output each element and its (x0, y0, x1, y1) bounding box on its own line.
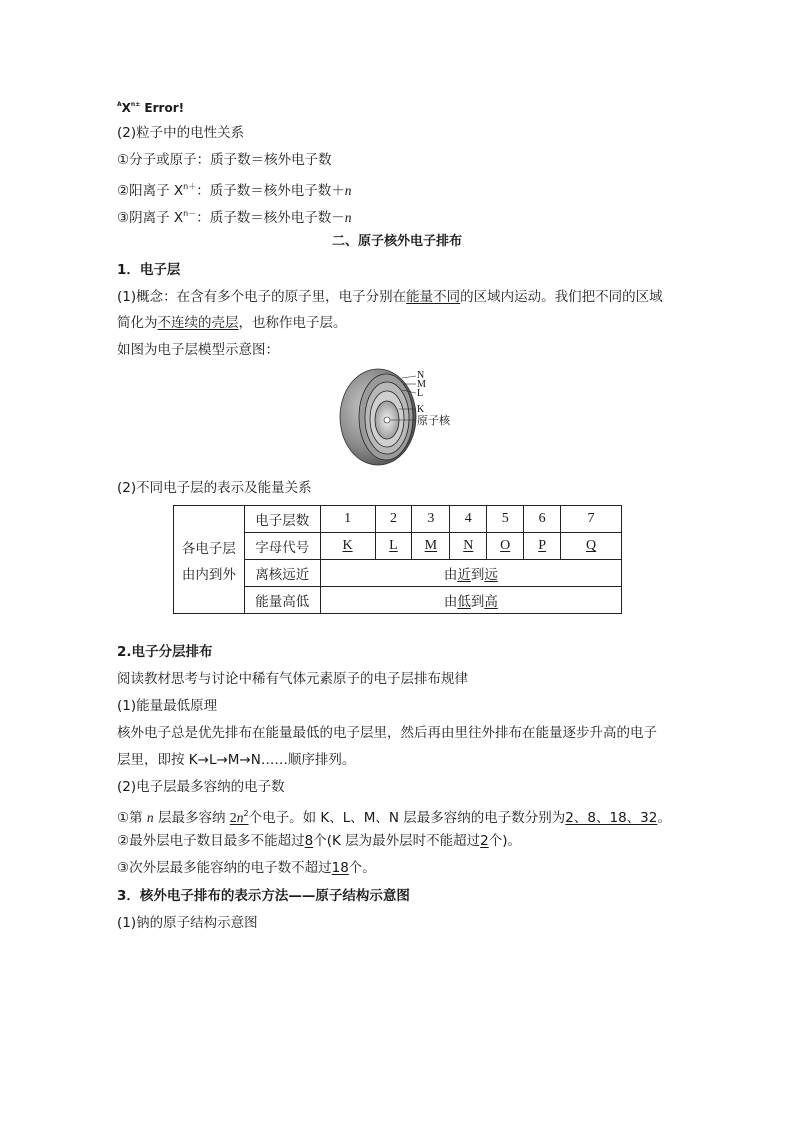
shell-labels (417, 370, 451, 427)
letter-k: K (342, 538, 353, 553)
rule2-c: 个)。 (488, 833, 521, 849)
cell-letter (320, 533, 375, 560)
cell-letter (524, 533, 561, 560)
distance-to: 到 (470, 567, 485, 583)
cell-letter (375, 533, 412, 560)
row-header-numbers: 电子层数 (244, 506, 320, 533)
label-k: K (417, 404, 425, 415)
rule1-b: 层最多容纳 (157, 810, 226, 826)
row-header-letters: 字母代号 (244, 533, 320, 560)
row-header-energy: 能量高低 (244, 587, 320, 614)
rule2-a: ②最外层电子数目最多不能超过 (117, 833, 305, 849)
table-row-numbers (174, 506, 622, 533)
electron-shell-table (173, 505, 622, 614)
representation-sub-1: (1)钠的原子结构示意图 (117, 915, 258, 931)
energy-from: 由 (443, 594, 458, 610)
rule1-formula (230, 810, 249, 826)
concept-text-b: 的区域内运动。我们把不同的区域 (460, 289, 663, 305)
cell-letter (450, 533, 487, 560)
section-title: 二、原子核外电子排布 (331, 234, 462, 249)
cell-distance (320, 560, 621, 587)
principle-line-2: 层里，即按 K→L→M→N……顺序排列。 (117, 752, 356, 768)
cell-number: 3 (412, 506, 450, 533)
anion-text: ：质子数＝核外电子数－ (196, 210, 345, 226)
distance-far: 远 (484, 567, 498, 583)
charge-relation-title: (2)粒子中的电性关系 (117, 125, 245, 141)
anion-var: n (344, 210, 352, 225)
letter-o: O (500, 538, 511, 553)
anion-lead: ③阴离子 X (117, 210, 184, 226)
rule1-var: n (146, 810, 154, 825)
rule1-list: 2、8、18、32 (565, 810, 658, 826)
rule-3 (117, 859, 376, 877)
cell-number: 4 (450, 506, 487, 533)
rule2-u2: 2 (480, 833, 489, 849)
cell-number: 7 (561, 506, 622, 533)
cation-charge-sup: n＋ (183, 182, 197, 191)
principle-title: (1)能量最低原理 (117, 698, 218, 714)
shell-sphere (340, 369, 416, 465)
cell-letter (487, 533, 524, 560)
mass-number-sup: A (117, 101, 122, 108)
concept-text-c: 简化为 (117, 315, 158, 331)
distance-from: 由 (443, 567, 458, 583)
rule1-formula-sup: 2 (243, 809, 249, 818)
letter-l: L (389, 538, 398, 553)
cell-number: 2 (375, 506, 412, 533)
cation-text: ：质子数＝核外电子数＋ (196, 183, 345, 199)
cell-letter (412, 533, 450, 560)
electron-shell-heading: 1．电子层 (117, 262, 181, 278)
energy-to: 到 (470, 594, 485, 610)
distance-near: 近 (457, 567, 471, 583)
row-group-label-line-2: 由内到外 (181, 566, 236, 583)
rule3-b: 个。 (348, 860, 376, 876)
letter-m: M (424, 538, 438, 553)
concept-text-d: ，也称作电子层。 (238, 315, 347, 331)
rule1-a: ①第 (117, 810, 143, 826)
rule2-u1: 8 (304, 833, 314, 849)
rule1-formula-var: n (236, 810, 244, 825)
subshell-intro: 阅读教材思考与讨论中稀有气体元素原子的电子层排布规律 (117, 671, 468, 687)
anion-charge-sup: n－ (183, 209, 197, 218)
concept-text-a: (1)概念：在含有多个电子的原子里，电子分别在 (117, 289, 407, 305)
letter-q: Q (585, 538, 597, 553)
energy-low: 低 (457, 594, 471, 610)
rule1-c: 个电子。如 K、L、M、N 层最多容纳的电子数分别为 (248, 810, 566, 826)
rule3-u1: 18 (331, 860, 349, 876)
cell-number: 1 (320, 506, 375, 533)
element-symbol: X (121, 101, 131, 115)
max-electrons-title: (2)电子层最多容纳的电子数 (117, 779, 285, 795)
cell-energy (320, 587, 621, 614)
label-nucleus: 原子核 (417, 414, 450, 427)
cell-letter (561, 533, 622, 560)
rule2-b: 个(K 层为最外层时不能超过 (313, 833, 481, 849)
subshell-heading: 2.电子分层排布 (117, 644, 213, 660)
principle-line-1: 核外电子总是优先排布在能量最低的电子层里，然后再由里往外排布在能量逐步升高的电子 (117, 725, 657, 741)
letter-n: N (463, 538, 474, 553)
letter-p: P (538, 538, 547, 553)
representation-heading: 3．核外电子排布的表示方法——原子结构示意图 (117, 888, 410, 904)
row-header-distance: 离核远近 (244, 560, 320, 587)
energy-high: 高 (484, 594, 498, 610)
rule1-formula-num: 2 (229, 811, 237, 826)
charge-relation-item-1: ①分子或原子：质子数＝核外电子数 (117, 152, 332, 168)
charge-relation-item-2 (117, 178, 351, 200)
error-fragment (117, 96, 184, 117)
concept-line-1 (117, 288, 663, 306)
row-group-label (174, 506, 245, 614)
table-title: (2)不同电子层的表示及能量关系 (117, 480, 312, 496)
cell-number: 6 (524, 506, 561, 533)
label-n: N (417, 370, 425, 381)
rule-1 (117, 805, 671, 828)
charge-relation-item-3 (117, 205, 351, 227)
electron-shell-model-figure (336, 366, 466, 468)
cation-lead: ②阳离子 X (117, 183, 184, 199)
cation-var: n (344, 183, 352, 198)
concept-line-2 (117, 314, 347, 332)
row-group-label-line-1: 各电子层 (181, 540, 236, 557)
label-l: L (417, 388, 424, 399)
concept-underline-1: 能量不同 (406, 289, 461, 305)
cell-number: 5 (487, 506, 524, 533)
rule3-a: ③次外层最多能容纳的电子数不超过 (117, 860, 332, 876)
error-text: Error! (144, 101, 185, 115)
figure-caption: 如图为电子层模型示意图： (117, 342, 279, 358)
concept-underline-2: 不连续的壳层 (157, 315, 239, 331)
rule-2 (117, 832, 521, 850)
rule1-d: 。 (657, 810, 671, 826)
label-m: M (417, 379, 426, 390)
charge-sup: n± (130, 101, 141, 108)
